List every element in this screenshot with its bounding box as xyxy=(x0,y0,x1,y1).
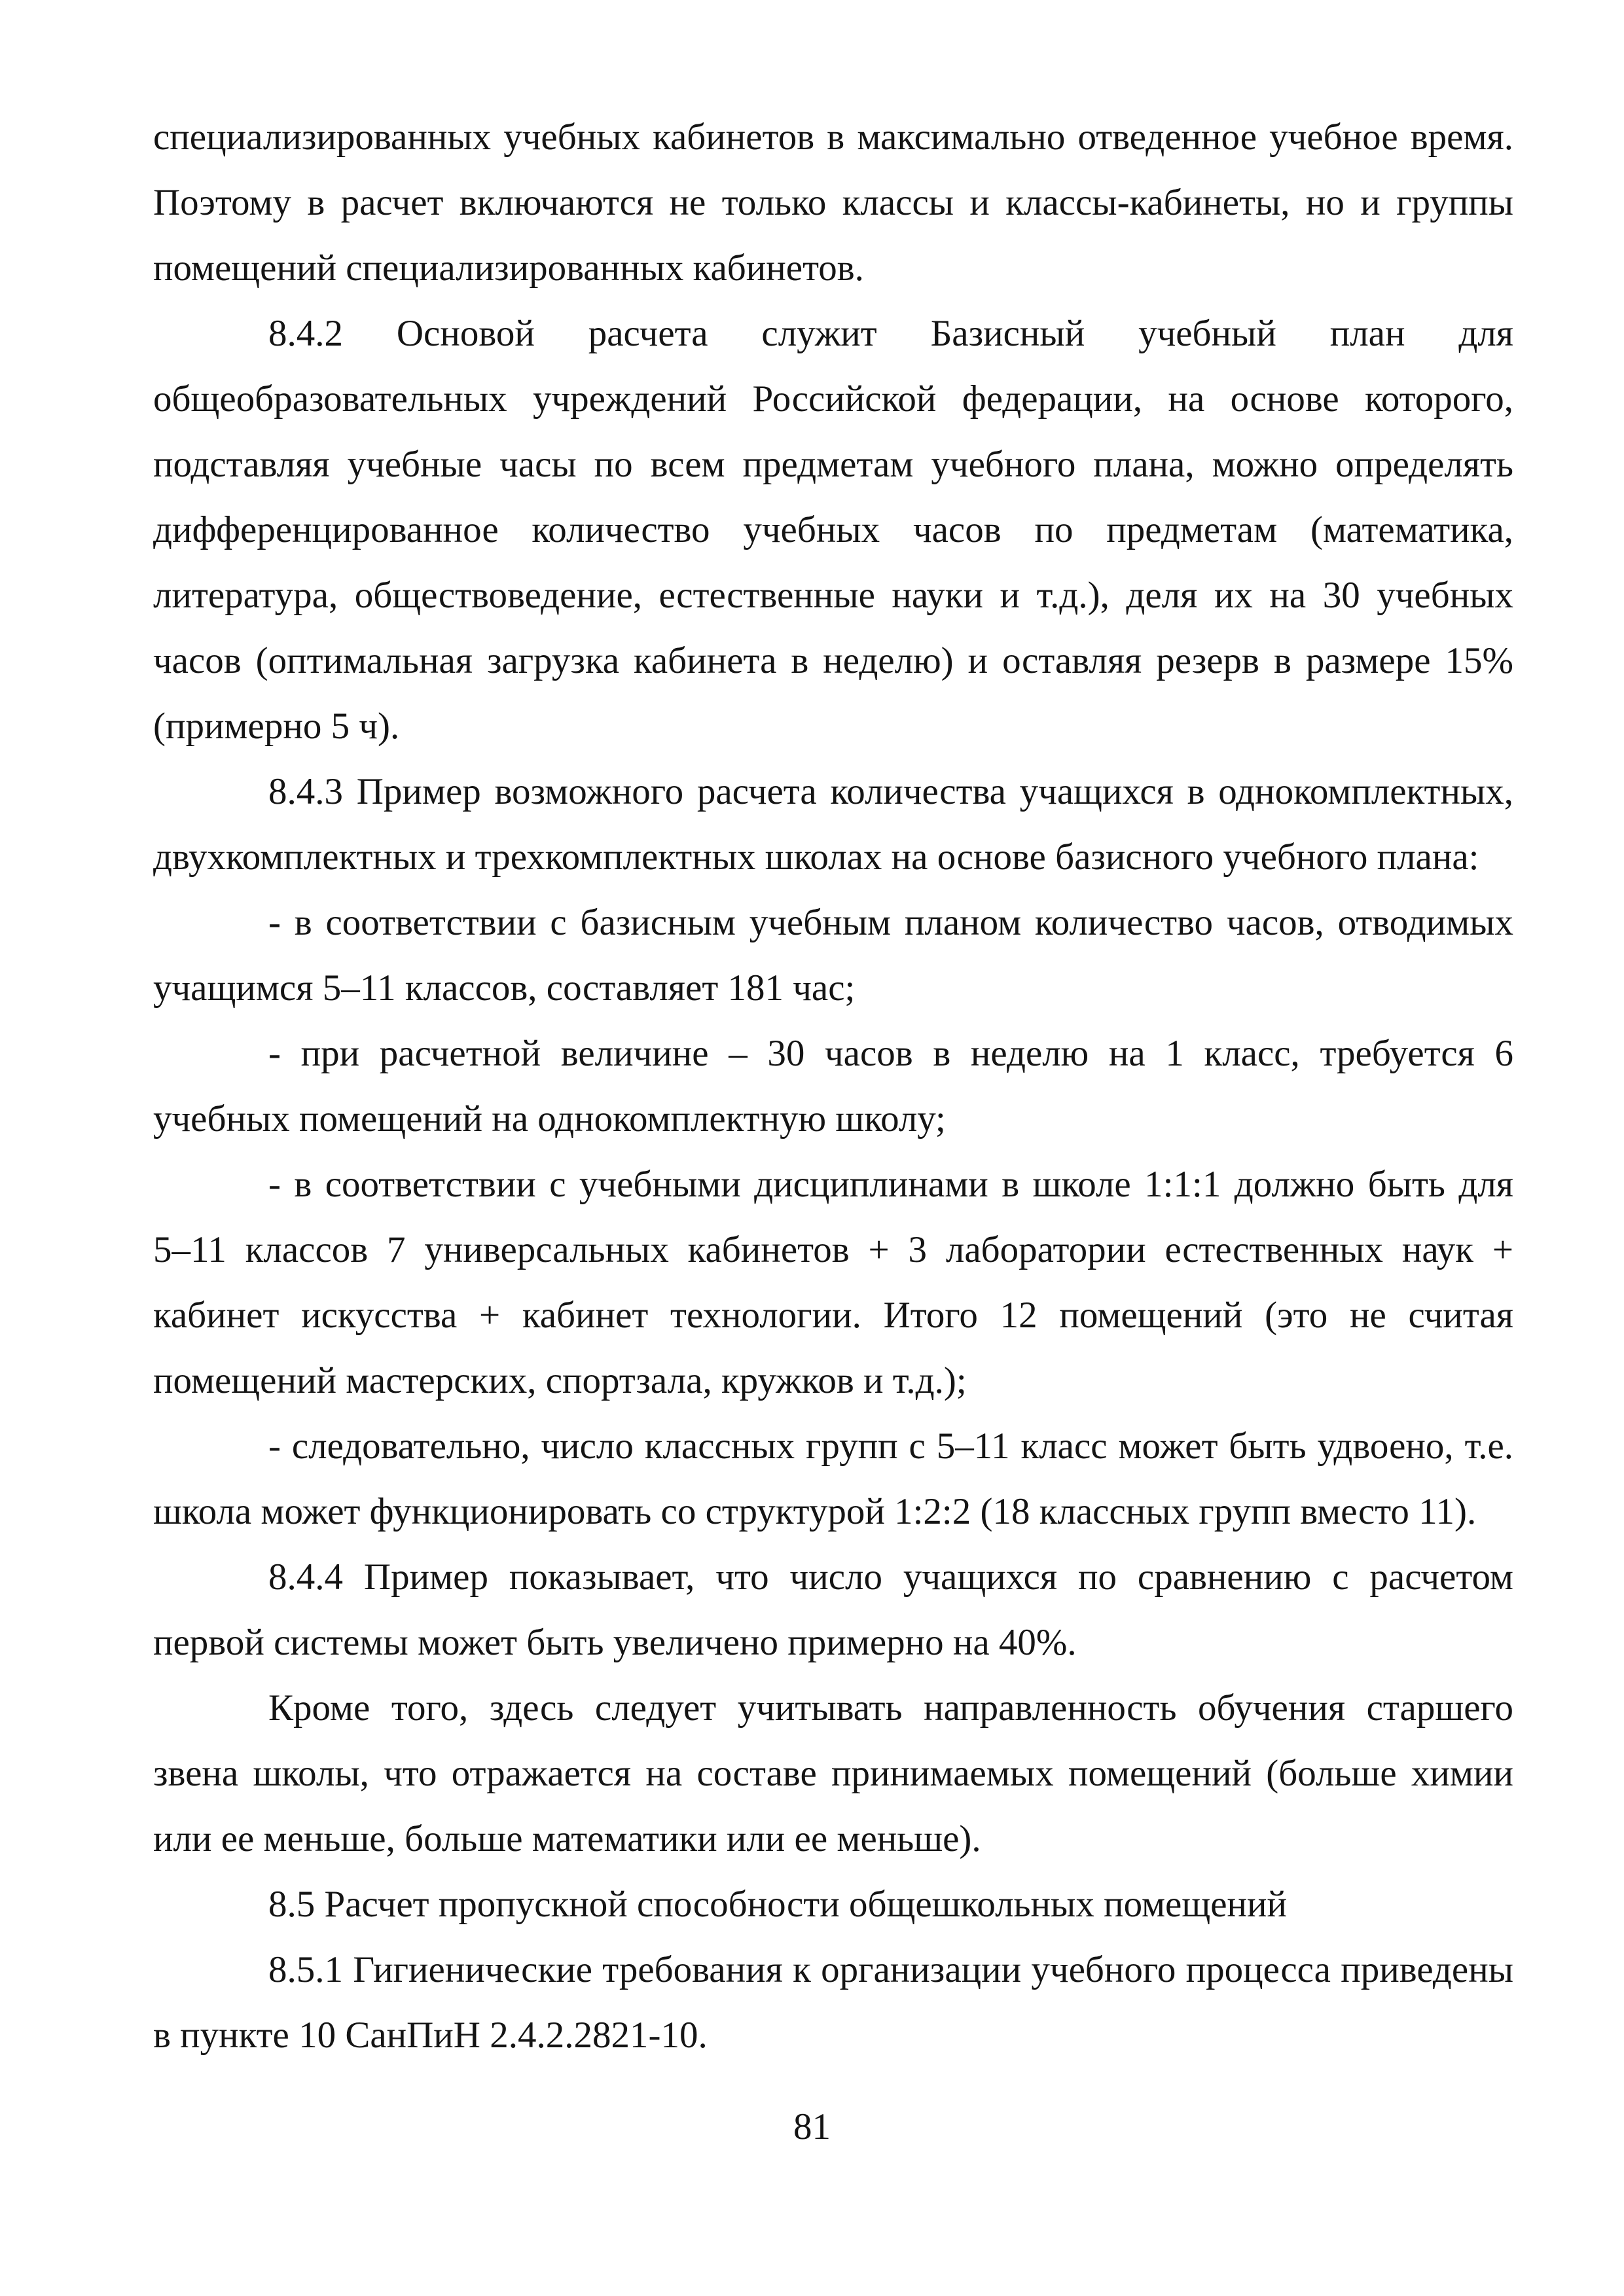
page-body xyxy=(153,105,1513,2068)
paragraph-8-4-4: 8.4.4 Пример показывает, что число учащихся по сравнению с расчетом первой системы может быть увеличено примерно на 40%. xyxy=(153,1556,1513,1663)
paragraph-8-4-2: 8.4.2 Основой расчета служит Базисный учебный план для общеобразовательных учреждений Российской федерации, на основе которого, подставляя учебные часы по всем предметам учебного плана, можно определять дифференцированное количество учебных часов по предметам (математика, литература, обществоведение, естественные науки и т.д.), деля их на 30 учебных часов (оптимальная загрузка кабинета в неделю) и оставляя резерв в размере 15% (примерно 5 ч). xyxy=(153,313,1513,747)
list-item-disciplines: - в соответствии с учебными дисциплинами в школе 1:1:1 должно быть для 5–11 классов 7 универсальных кабинетов + 3 лаборатории естественных наук + кабинет искусства + кабинет технологии. Итого 12 помещений (это не считая помещений мастерских, спортзала, кружков и т.д.); xyxy=(153,1164,1513,1401)
section-heading-8-5: 8.5 Расчет пропускной способности общешкольных помещений xyxy=(268,1884,1288,1925)
list-item-groups: - следовательно, число классных групп с 5–11 класс может быть удвоено, т.е. школа может функционировать со структурой 1:2:2 (18 классных групп вместо 11). xyxy=(153,1426,1513,1532)
list-item-hours: - в соответствии с базисным учебным планом количество часов, отводимых учащимся 5–11 классов, составляет 181 час; xyxy=(153,902,1513,1009)
paragraph-8-4-3: 8.4.3 Пример возможного расчета количества учащихся в однокомплектных, двухкомплектных и трехкомплектных школах на основе базисного учебного плана: xyxy=(153,771,1513,878)
page-number: 81 xyxy=(793,2106,831,2147)
paragraph-senior-level: Кроме того, здесь следует учитывать направленность обучения старшего звена школы, что отражается на составе принимаемых помещений (больше химии или ее меньше, больше математики или ее меньше). xyxy=(153,1687,1513,1859)
paragraph-continuation: специализированных учебных кабинетов в максимально отведенное учебное время. Поэтому в расчет включаются не только классы и классы-кабинеты, но и группы помещений специализированных кабинетов. xyxy=(153,117,1513,289)
paragraph-8-5-1: 8.5.1 Гигиенические требования к организации учебного процесса приведены в пункте 10 СанПиН 2.4.2.2821-10. xyxy=(153,1949,1513,2056)
list-item-rooms: - при расчетной величине – 30 часов в неделю на 1 класс, требуется 6 учебных помещений на однокомплектную школу; xyxy=(153,1033,1513,1139)
